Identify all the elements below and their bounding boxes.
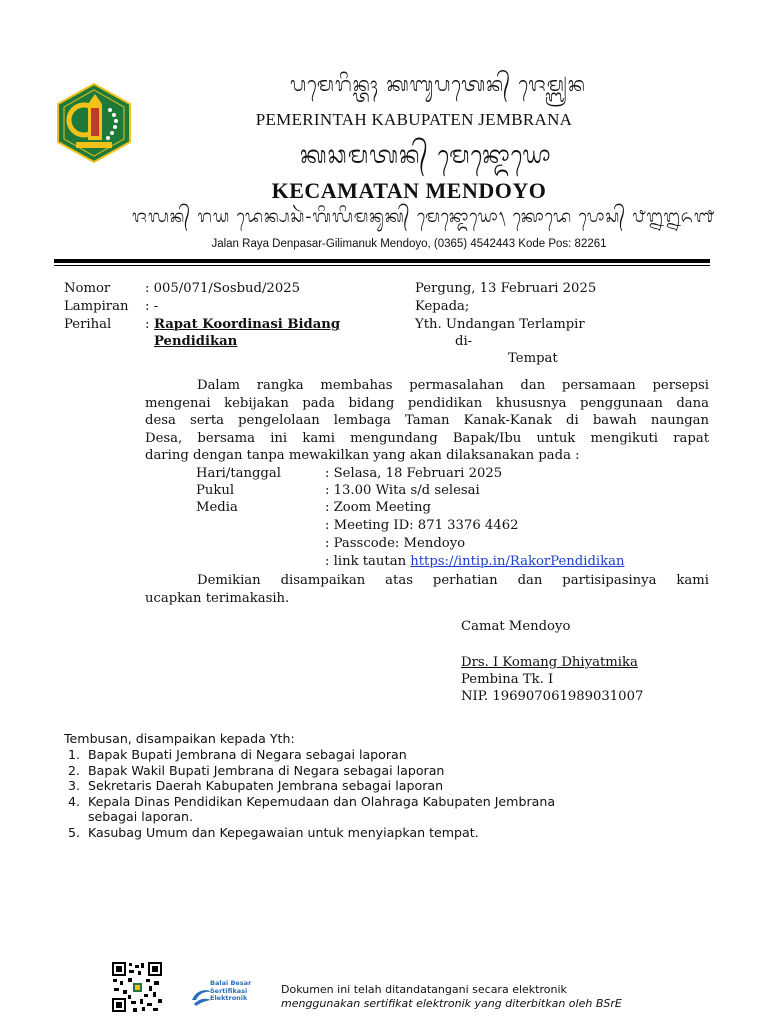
closing-line: ucapkan terimakasih. bbox=[145, 590, 290, 606]
bsre-label-line2: Sertifikasi bbox=[210, 986, 248, 995]
government-name: PEMERINTAH KABUPATEN JEMBRANA bbox=[255, 110, 573, 129]
cc-list bbox=[68, 747, 713, 840]
cc-item-number: 5. bbox=[68, 824, 81, 840]
cc-item bbox=[68, 747, 713, 763]
bsre-label-line3: Elektronik bbox=[210, 994, 248, 1002]
cc-item-text: Bapak Bupati Jembrana di Negara sebagai laporan bbox=[88, 747, 407, 762]
media-label: Media bbox=[196, 500, 238, 515]
footer-note-line1: Dokumen ini telah ditandatangani secara elektronik bbox=[281, 983, 567, 996]
body-line: Desa, bersama ini kami mengundang Bapak/Ibu untuk mengikuti rapat bbox=[145, 430, 709, 446]
footer-note-line2: menggunakan sertifikat elektronik yang diterbitkan oleh BSrE bbox=[281, 997, 622, 1010]
cc-heading: Tembusan, disampaikan kepada Yth: bbox=[64, 731, 295, 746]
cc-item bbox=[68, 794, 713, 810]
body-line: mengenai kebijakan pada bidang pendidikan khususnya penggunaan dana bbox=[145, 395, 709, 411]
perihal-colon: : bbox=[145, 317, 150, 332]
body-paragraph bbox=[145, 377, 709, 465]
cc-item-text: Sekretaris Daerah Kabupaten Jembrana sebagai laporan bbox=[88, 778, 444, 793]
lampiran-value: : - bbox=[145, 299, 159, 314]
header-rule-thick bbox=[54, 259, 710, 263]
closing-line: Demikian disampaikan atas perhatian dan partisipasinya kami bbox=[197, 573, 709, 588]
signature-rank: Pembina Tk. I bbox=[461, 672, 554, 687]
hari-value: : Selasa, 18 Februari 2025 bbox=[325, 466, 503, 481]
balinese-address-line: ᬚᬮᬦ᭄ ᬭᬬ ᬤᬾᬦ᭄ᬧᬲᬃ-ᬕᬶᬮᬶᬫᬦᬸᬓ᭄ ᬫᬾᬦ᭄ᬤᭀᬬᭀ᭞ ᬓᭀᬤᬾ ᬧᭀᬲ᭄ ᭘᭒᭒᭖᭑ bbox=[132, 207, 716, 227]
office-name: KECAMATAN MENDOYO bbox=[271, 178, 547, 203]
meeting-link-row bbox=[325, 553, 624, 570]
pukul-label: Pukul bbox=[196, 483, 235, 498]
cc-item bbox=[68, 763, 713, 779]
office-address: Jalan Raya Denpasar-Gilimanuk Mendoyo, (0365) 4542443 Kode Pos: 82261 bbox=[211, 238, 607, 250]
cc-item-text: Kasubag Umum dan Kepegawaian untuk menyiapkan tempat. bbox=[88, 824, 479, 840]
perihal-label: Perihal bbox=[64, 317, 112, 332]
bsre-label-line1: Balai Besar bbox=[210, 979, 252, 987]
signature-qr-code bbox=[111, 961, 163, 1013]
meeting-passcode: : Passcode: Mendoyo bbox=[325, 536, 466, 551]
meeting-id: : Meeting ID: 871 3376 4462 bbox=[325, 518, 519, 533]
cc-item-text: Kepala Dinas Pendidikan Kepemudaan dan Olahraga Kabupaten Jembrana bbox=[88, 793, 556, 809]
perihal-subject-line2: Pendidikan bbox=[154, 334, 238, 349]
nomor-label: Nomor bbox=[64, 281, 111, 296]
meeting-link[interactable]: https://intip.in/RakorPendidikan bbox=[410, 554, 625, 569]
cc-item-number: 2. bbox=[68, 762, 81, 778]
cc-item-number: 3. bbox=[68, 778, 81, 793]
body-line: Dalam rangka membahas permasalahan dan persamaan persepsi bbox=[197, 378, 709, 393]
meeting-link-prefix: : link tautan bbox=[325, 554, 411, 569]
closing-paragraph bbox=[145, 572, 709, 607]
cc-item bbox=[68, 825, 713, 841]
cc-item-continuation: sebagai laporan. bbox=[88, 809, 194, 824]
recipient-kepada: Kepada; bbox=[415, 299, 470, 314]
cc-item-number: 1. bbox=[68, 747, 81, 762]
recipient-tempat: Tempat bbox=[508, 351, 558, 366]
balinese-office-line: ᬓᬘᬫᬢᬦ᭄ ᬫᬾᬦ᭄ᬤᭀᬬᭀ bbox=[300, 141, 552, 169]
pukul-value: : 13.00 Wita s/d selesai bbox=[325, 483, 480, 498]
nomor-value: : 005/071/Sosbud/2025 bbox=[145, 281, 300, 296]
balinese-government-line: ᬧᬫᬾᬭᬶᬦ᭄ᬢᬄ ᬓᬩᬸᬧᬢᬾᬦ᭄ ᬚᬾᬫ᭄ᬩ᭄ᬭᬦ bbox=[290, 72, 586, 96]
signature-nip: NIP. 196907061989031007 bbox=[461, 689, 644, 704]
body-line: desa serta pengelolaan lembaga Taman Kanak-Kanak di bawah naungan bbox=[145, 413, 709, 428]
recipient-yth: Yth. Undangan Terlampir bbox=[415, 317, 585, 332]
header-rule-thin bbox=[54, 265, 710, 266]
cc-item-text: Bapak Wakil Bupati Jembrana di Negara sebagai laporan bbox=[88, 762, 445, 778]
signature-title: Camat Mendoyo bbox=[461, 619, 571, 634]
cc-item-number: 4. bbox=[68, 793, 81, 809]
perihal-subject-line1: Rapat Koordinasi Bidang bbox=[154, 317, 341, 332]
cc-item bbox=[68, 778, 713, 794]
bsre-logo bbox=[190, 980, 270, 1014]
hari-label: Hari/tanggal bbox=[196, 466, 281, 481]
media-value: : Zoom Meeting bbox=[325, 500, 431, 515]
signature-name: Drs. I Komang Dhiyatmika bbox=[461, 655, 638, 670]
letter-date: Pergung, 13 Februari 2025 bbox=[415, 281, 597, 296]
recipient-di: di- bbox=[455, 334, 473, 349]
lampiran-label: Lampiran bbox=[64, 299, 129, 314]
body-line: daring dengan tanpa mewakilkan yang akan dilaksanakan pada : bbox=[145, 448, 580, 463]
